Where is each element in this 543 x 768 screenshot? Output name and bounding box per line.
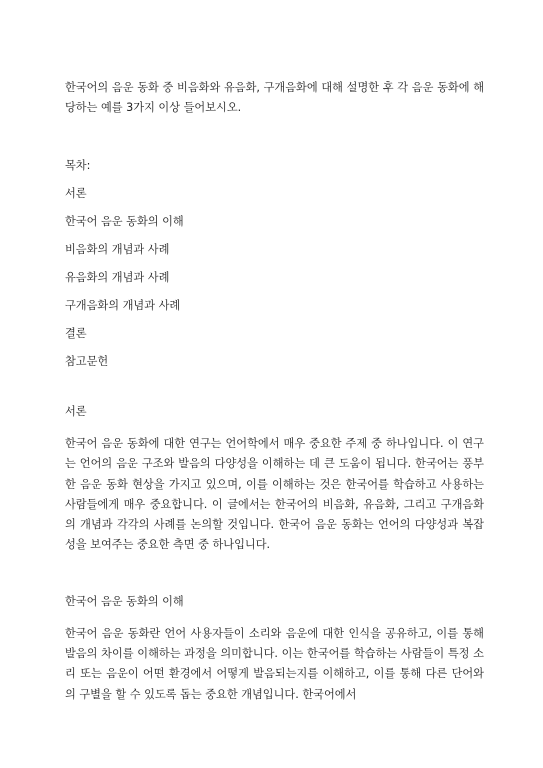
section-body-intro: 한국어 음운 동화에 대한 연구는 언어학에서 매우 중요한 주제 중 하나입니다. 이 연구는 언어의 음운 구조와 발음의 다양성을 이해하는 데 큰 도움이 됩니다. 한국어는 풍부한 음운 동화 현상을 가지고 있으며, 이를 이해하는 것은 한국어를 학습하고 사용하는 사람들에게 매우 중요합니다. 이 글에서는 한국어의 비음화, 유음화, 그리고 구개음화의 개념과 각각의 사례를 논의할 것입니다. 한국어 음운 동화는 언어의 다양성과 복잡성을 보여주는 중요한 측면 중 하나입니다.: [65, 437, 484, 552]
section-title-intro: 서론: [65, 405, 87, 418]
section-body-understanding: 한국어 음운 동화란 언어 사용자들이 소리와 음운에 대한 인식을 공유하고, 이를 통해 발음의 차이를 이해하는 과정을 의미합니다. 이는 한국어를 학습하는 사람들이 특정 소리 또는 음운이 어떤 환경에서 어떻게 발음되는지를 이해하고, 이를 통해 다른 단어와의 구별을 할 수 있도록 돕는 중요한 개념입니다. 한국어에서: [65, 626, 484, 701]
section-title-understanding: 한국어 음운 동화의 이해: [65, 594, 184, 608]
toc-item-intro: 서론: [65, 187, 87, 200]
assignment-prompt: 한국어의 음운 동화 중 비음화와 유음화, 구개음화에 대해 설명한 후 각 음운 동화에 해당하는 예를 3가지 이상 들어보시오.: [65, 81, 484, 114]
toc-item-conclusion: 결론: [65, 327, 87, 340]
table-of-contents: [65, 158, 484, 370]
toc-item-understanding: 한국어 음운 동화의 이해: [65, 215, 184, 228]
toc-item-palatalization: 구개음화의 개념과 사례: [65, 299, 181, 312]
toc-item-liquidization: 유음화의 개념과 사례: [65, 271, 170, 284]
toc-item-nasalization: 비음화의 개념과 사례: [65, 243, 170, 256]
toc-item-references: 참고문헌: [65, 355, 109, 368]
toc-heading: 목차:: [65, 159, 91, 172]
